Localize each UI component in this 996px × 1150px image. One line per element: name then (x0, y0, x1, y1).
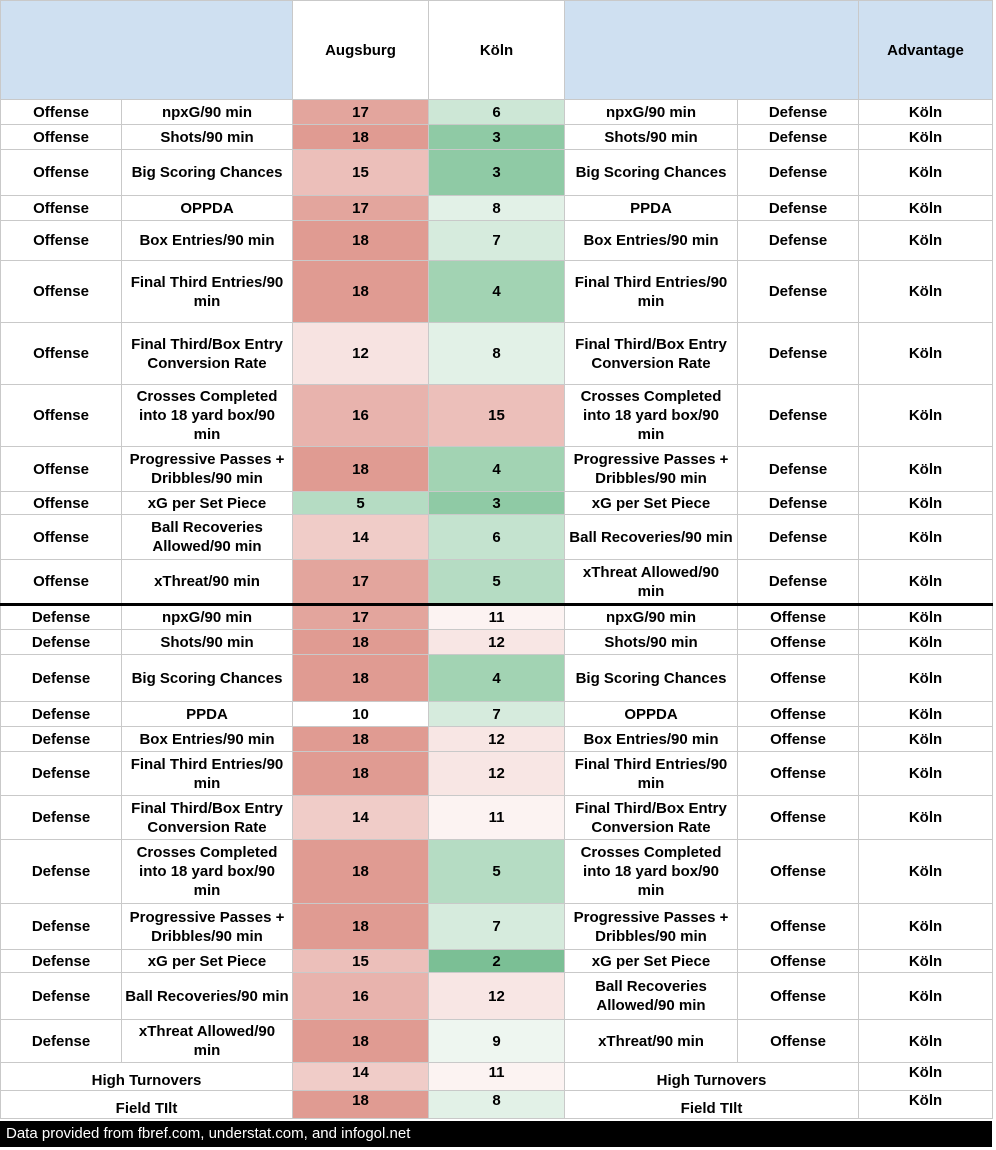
koln-rank: 2 (429, 950, 565, 973)
side-label-left: Defense (1, 727, 122, 752)
header-blank-right (565, 1, 859, 100)
metric-label-right: Progressive Passes + Dribbles/90 min (565, 447, 738, 492)
metric-label-right: Ball Recoveries/90 min (565, 515, 738, 560)
advantage-cell: Köln (859, 560, 993, 605)
side-label-left: Defense (1, 840, 122, 904)
side-label-right: Offense (738, 655, 859, 702)
side-label-right: Offense (738, 796, 859, 840)
table-row (1, 950, 993, 973)
data-source-footer: Data provided from fbref.com, understat.com, and infogol.net (0, 1121, 992, 1147)
side-label-left: Offense (1, 560, 122, 605)
augsburg-rank: 5 (293, 492, 429, 515)
advantage-cell: Köln (859, 796, 993, 840)
table-row (1, 655, 993, 702)
header-team-augsburg: Augsburg (293, 1, 429, 100)
summary-row (1, 1063, 993, 1091)
metric-label-left: Progressive Passes + Dribbles/90 min (122, 904, 293, 950)
metric-label-right: Crosses Completed into 18 yard box/90 min (565, 385, 738, 447)
side-label-right: Defense (738, 492, 859, 515)
metric-label-left: Progressive Passes + Dribbles/90 min (122, 447, 293, 492)
side-label-left: Defense (1, 904, 122, 950)
augsburg-rank: 18 (293, 1091, 429, 1119)
koln-rank: 15 (429, 385, 565, 447)
koln-rank: 3 (429, 150, 565, 196)
side-label-left: Offense (1, 196, 122, 221)
metric-label-left: Final Third Entries/90 min (122, 261, 293, 323)
augsburg-rank: 16 (293, 385, 429, 447)
metric-label-right: Big Scoring Chances (565, 655, 738, 702)
advantage-cell: Köln (859, 323, 993, 385)
metric-label-left: Crosses Completed into 18 yard box/90 min (122, 385, 293, 447)
metric-label-right: xThreat/90 min (565, 1020, 738, 1063)
table-row (1, 796, 993, 840)
side-label-right: Defense (738, 125, 859, 150)
augsburg-rank: 18 (293, 221, 429, 261)
side-label-left: Offense (1, 261, 122, 323)
advantage-cell: Köln (859, 1091, 993, 1119)
advantage-cell: Köln (859, 150, 993, 196)
table-row (1, 752, 993, 796)
augsburg-rank: 18 (293, 752, 429, 796)
metric-label-right: Big Scoring Chances (565, 150, 738, 196)
augsburg-rank: 18 (293, 727, 429, 752)
table-row (1, 100, 993, 125)
augsburg-rank: 14 (293, 515, 429, 560)
side-label-left: Defense (1, 1020, 122, 1063)
table-row (1, 605, 993, 630)
metric-label-right: Final Third/Box Entry Conversion Rate (565, 796, 738, 840)
metric-label-right: Box Entries/90 min (565, 221, 738, 261)
metric-label-right: Ball Recoveries Allowed/90 min (565, 973, 738, 1020)
koln-rank: 9 (429, 1020, 565, 1063)
side-label-right: Offense (738, 1020, 859, 1063)
advantage-cell: Köln (859, 125, 993, 150)
side-label-left: Defense (1, 655, 122, 702)
advantage-cell: Köln (859, 261, 993, 323)
side-label-left: Defense (1, 950, 122, 973)
advantage-cell: Köln (859, 196, 993, 221)
metric-label-right: Final Third/Box Entry Conversion Rate (565, 323, 738, 385)
header-blank-left (1, 1, 293, 100)
augsburg-rank: 15 (293, 950, 429, 973)
summary-row (1, 1091, 993, 1119)
koln-rank: 11 (429, 1063, 565, 1091)
summary-label-left: High Turnovers (1, 1063, 293, 1091)
side-label-left: Offense (1, 221, 122, 261)
augsburg-rank: 17 (293, 196, 429, 221)
advantage-cell: Köln (859, 605, 993, 630)
summary-label-left: Field TIlt (1, 1091, 293, 1119)
advantage-cell: Köln (859, 727, 993, 752)
side-label-left: Offense (1, 323, 122, 385)
table-row (1, 1020, 993, 1063)
advantage-cell: Köln (859, 840, 993, 904)
side-label-right: Offense (738, 904, 859, 950)
metric-label-left: OPPDA (122, 196, 293, 221)
side-label-right: Offense (738, 605, 859, 630)
advantage-cell: Köln (859, 702, 993, 727)
augsburg-rank: 18 (293, 1020, 429, 1063)
metric-label-left: Ball Recoveries/90 min (122, 973, 293, 1020)
augsburg-rank: 18 (293, 655, 429, 702)
metric-label-left: Big Scoring Chances (122, 150, 293, 196)
koln-rank: 11 (429, 796, 565, 840)
side-label-right: Defense (738, 100, 859, 125)
side-label-left: Defense (1, 605, 122, 630)
metric-label-left: Final Third Entries/90 min (122, 752, 293, 796)
table-row (1, 515, 993, 560)
koln-rank: 12 (429, 630, 565, 655)
koln-rank: 8 (429, 1091, 565, 1119)
side-label-right: Offense (738, 727, 859, 752)
advantage-cell: Köln (859, 447, 993, 492)
side-label-right: Offense (738, 840, 859, 904)
table-row (1, 447, 993, 492)
header-advantage: Advantage (859, 1, 993, 100)
metric-label-right: Progressive Passes + Dribbles/90 min (565, 904, 738, 950)
koln-rank: 4 (429, 447, 565, 492)
metric-label-left: xG per Set Piece (122, 492, 293, 515)
koln-rank: 12 (429, 727, 565, 752)
advantage-cell: Köln (859, 630, 993, 655)
metric-label-right: Shots/90 min (565, 125, 738, 150)
side-label-right: Offense (738, 702, 859, 727)
summary-label-right: Field TIlt (565, 1091, 859, 1119)
koln-rank: 4 (429, 655, 565, 702)
augsburg-rank: 18 (293, 904, 429, 950)
advantage-cell: Köln (859, 385, 993, 447)
side-label-right: Defense (738, 447, 859, 492)
side-label-left: Offense (1, 447, 122, 492)
metric-label-left: xThreat/90 min (122, 560, 293, 605)
side-label-right: Defense (738, 515, 859, 560)
metric-label-right: npxG/90 min (565, 605, 738, 630)
metric-label-left: npxG/90 min (122, 605, 293, 630)
koln-rank: 11 (429, 605, 565, 630)
metric-label-left: Final Third/Box Entry Conversion Rate (122, 796, 293, 840)
table-row (1, 973, 993, 1020)
side-label-right: Defense (738, 560, 859, 605)
koln-rank: 3 (429, 492, 565, 515)
table-row (1, 560, 993, 605)
metric-label-right: xG per Set Piece (565, 492, 738, 515)
metric-label-right: npxG/90 min (565, 100, 738, 125)
metric-label-left: xThreat Allowed/90 min (122, 1020, 293, 1063)
metric-label-right: xThreat Allowed/90 min (565, 560, 738, 605)
koln-rank: 4 (429, 261, 565, 323)
advantage-cell: Köln (859, 492, 993, 515)
metric-label-left: Ball Recoveries Allowed/90 min (122, 515, 293, 560)
koln-rank: 6 (429, 515, 565, 560)
advantage-cell: Köln (859, 1063, 993, 1091)
augsburg-rank: 16 (293, 973, 429, 1020)
table-row (1, 702, 993, 727)
advantage-cell: Köln (859, 515, 993, 560)
side-label-left: Offense (1, 100, 122, 125)
side-label-left: Offense (1, 125, 122, 150)
table-row (1, 196, 993, 221)
side-label-right: Offense (738, 973, 859, 1020)
metric-label-left: Box Entries/90 min (122, 221, 293, 261)
koln-rank: 5 (429, 840, 565, 904)
koln-rank: 7 (429, 702, 565, 727)
metric-label-right: PPDA (565, 196, 738, 221)
side-label-right: Defense (738, 150, 859, 196)
advantage-cell: Köln (859, 752, 993, 796)
augsburg-rank: 17 (293, 560, 429, 605)
koln-rank: 8 (429, 323, 565, 385)
koln-rank: 5 (429, 560, 565, 605)
koln-rank: 8 (429, 196, 565, 221)
koln-rank: 12 (429, 752, 565, 796)
augsburg-rank: 14 (293, 1063, 429, 1091)
side-label-right: Defense (738, 221, 859, 261)
metric-label-left: Final Third/Box Entry Conversion Rate (122, 323, 293, 385)
table-row (1, 385, 993, 447)
metric-label-right: Shots/90 min (565, 630, 738, 655)
table-row (1, 125, 993, 150)
side-label-right: Offense (738, 752, 859, 796)
side-label-left: Offense (1, 385, 122, 447)
metric-label-left: xG per Set Piece (122, 950, 293, 973)
side-label-left: Defense (1, 752, 122, 796)
side-label-right: Defense (738, 261, 859, 323)
augsburg-rank: 17 (293, 605, 429, 630)
koln-rank: 12 (429, 973, 565, 1020)
augsburg-rank: 14 (293, 796, 429, 840)
side-label-left: Offense (1, 515, 122, 560)
augsburg-rank: 18 (293, 630, 429, 655)
advantage-cell: Köln (859, 950, 993, 973)
table-row (1, 150, 993, 196)
metric-label-left: Box Entries/90 min (122, 727, 293, 752)
table-row (1, 221, 993, 261)
augsburg-rank: 18 (293, 125, 429, 150)
side-label-left: Defense (1, 702, 122, 727)
side-label-right: Defense (738, 196, 859, 221)
metric-label-right: Final Third Entries/90 min (565, 752, 738, 796)
table-row (1, 840, 993, 904)
augsburg-rank: 18 (293, 840, 429, 904)
table-row (1, 727, 993, 752)
header-team-koln: Köln (429, 1, 565, 100)
summary-label-right: High Turnovers (565, 1063, 859, 1091)
table-row (1, 261, 993, 323)
metric-label-right: Final Third Entries/90 min (565, 261, 738, 323)
metric-label-left: Shots/90 min (122, 125, 293, 150)
side-label-right: Offense (738, 630, 859, 655)
koln-rank: 6 (429, 100, 565, 125)
table-row (1, 904, 993, 950)
side-label-left: Offense (1, 150, 122, 196)
koln-rank: 7 (429, 904, 565, 950)
side-label-left: Offense (1, 492, 122, 515)
augsburg-rank: 15 (293, 150, 429, 196)
metric-label-left: Crosses Completed into 18 yard box/90 min (122, 840, 293, 904)
side-label-left: Defense (1, 973, 122, 1020)
metric-label-left: PPDA (122, 702, 293, 727)
augsburg-rank: 18 (293, 447, 429, 492)
augsburg-rank: 10 (293, 702, 429, 727)
metric-label-right: Crosses Completed into 18 yard box/90 min (565, 840, 738, 904)
metric-label-left: Big Scoring Chances (122, 655, 293, 702)
augsburg-rank: 17 (293, 100, 429, 125)
side-label-left: Defense (1, 630, 122, 655)
advantage-cell: Köln (859, 655, 993, 702)
advantage-cell: Köln (859, 221, 993, 261)
koln-rank: 3 (429, 125, 565, 150)
advantage-cell: Köln (859, 1020, 993, 1063)
metric-label-right: OPPDA (565, 702, 738, 727)
metric-label-right: xG per Set Piece (565, 950, 738, 973)
table-row (1, 492, 993, 515)
side-label-left: Defense (1, 796, 122, 840)
advantage-cell: Köln (859, 904, 993, 950)
side-label-right: Offense (738, 950, 859, 973)
side-label-right: Defense (738, 323, 859, 385)
advantage-cell: Köln (859, 100, 993, 125)
table-row (1, 630, 993, 655)
augsburg-rank: 18 (293, 261, 429, 323)
metric-label-right: Box Entries/90 min (565, 727, 738, 752)
metric-label-left: Shots/90 min (122, 630, 293, 655)
table-row (1, 323, 993, 385)
metric-label-left: npxG/90 min (122, 100, 293, 125)
advantage-cell: Köln (859, 973, 993, 1020)
header-row (1, 1, 993, 100)
koln-rank: 7 (429, 221, 565, 261)
side-label-right: Defense (738, 385, 859, 447)
augsburg-rank: 12 (293, 323, 429, 385)
